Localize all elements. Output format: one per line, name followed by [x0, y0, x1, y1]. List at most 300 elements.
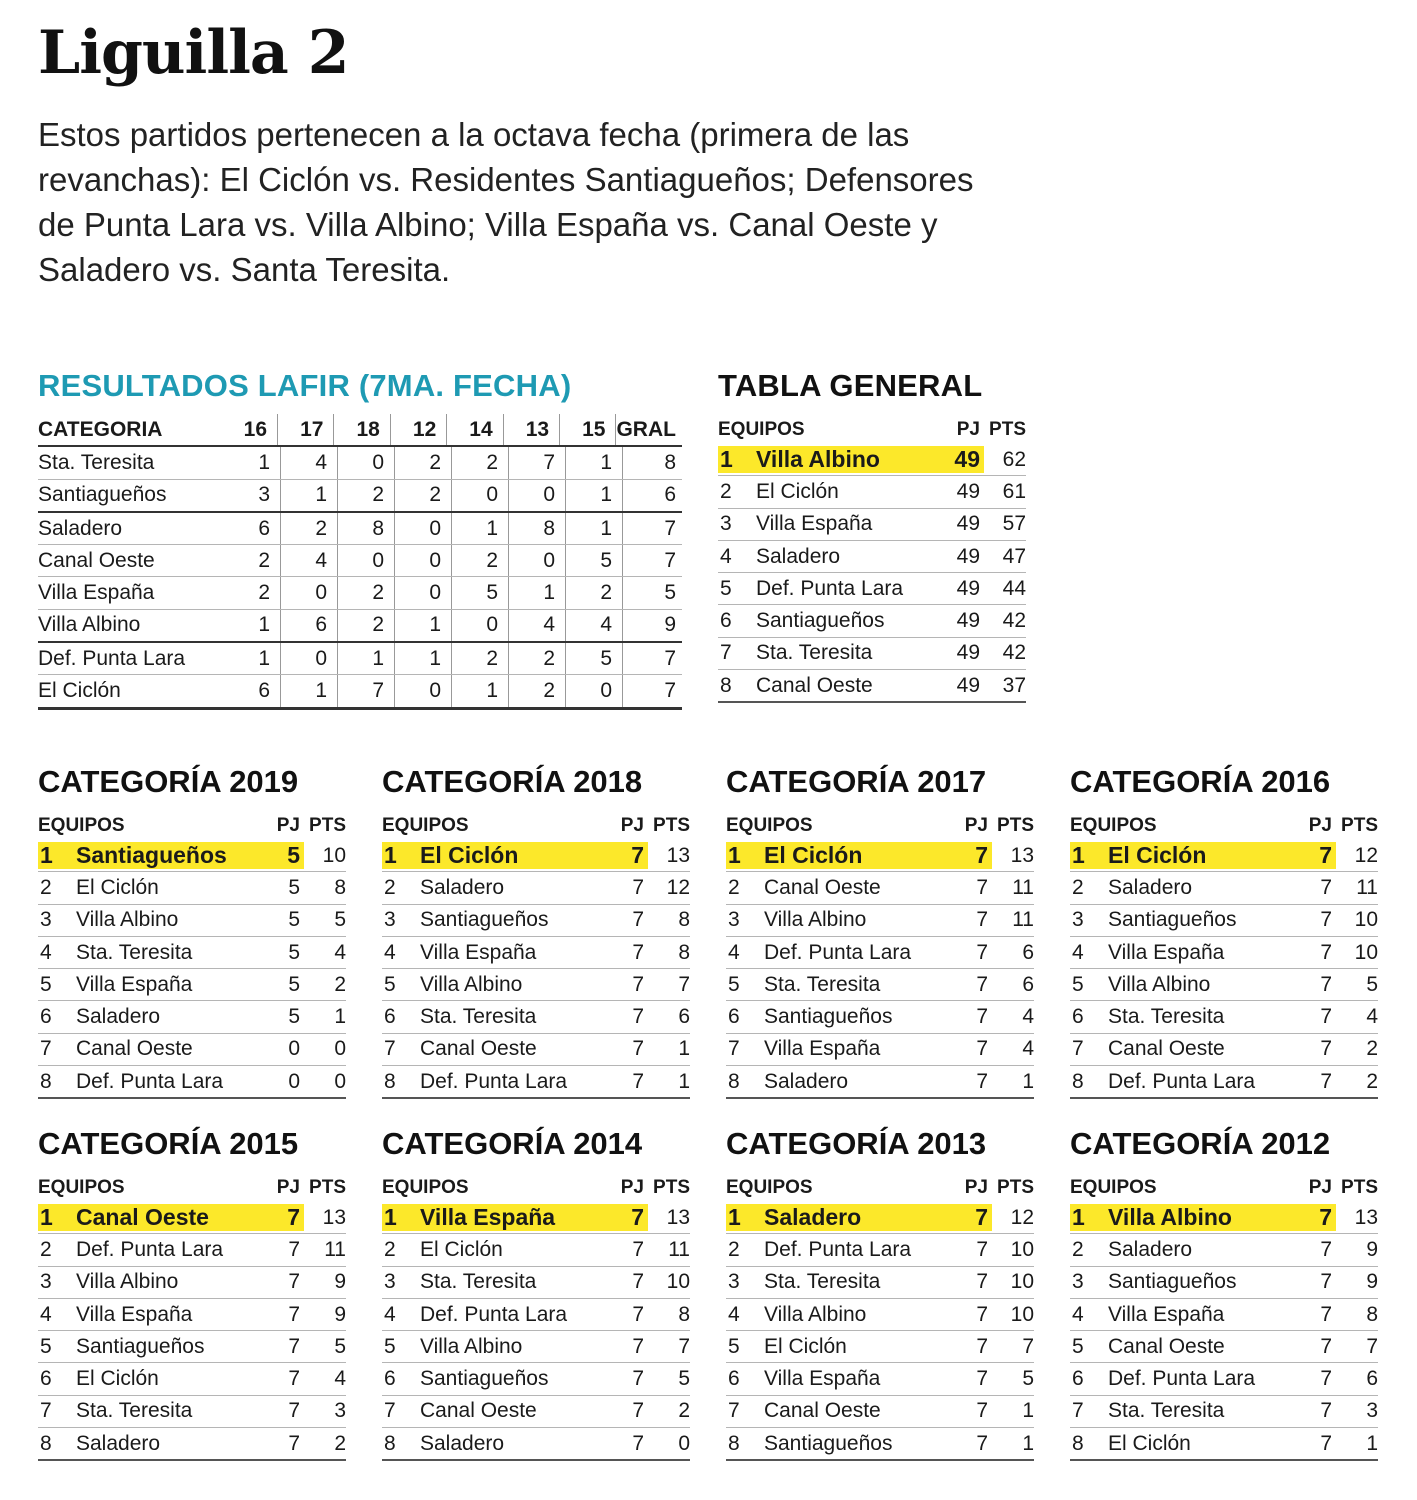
standings-position: 2	[720, 479, 732, 503]
standings-pts: 11	[668, 1237, 690, 1261]
standings-pj: 7	[1320, 1399, 1332, 1423]
standings-leader-row	[382, 1202, 690, 1234]
standings-position: 5	[1072, 1334, 1084, 1358]
standings-team-name: Santiagueños	[76, 842, 227, 869]
standings-row	[1070, 937, 1378, 969]
standings-position: 2	[1072, 1237, 1084, 1261]
standings-leader-row	[1070, 1202, 1378, 1234]
standings-team-name: Villa Albino	[1108, 972, 1211, 996]
standings-team-name: Villa Albino	[1108, 1204, 1232, 1231]
standings-row	[38, 1428, 346, 1461]
standings-header-row	[382, 812, 690, 840]
standings-team-name: Villa España	[420, 1204, 556, 1231]
standings-position: 6	[728, 1367, 740, 1391]
standings-position: 7	[728, 1037, 740, 1061]
standings-pts: 5	[678, 1367, 690, 1391]
standings-pts: 1	[1022, 1069, 1034, 1093]
standings-position: 7	[40, 1037, 52, 1061]
standings-row	[1070, 905, 1378, 937]
standings-header-pj: PJ	[620, 1177, 644, 1198]
results-score-cell: 0	[509, 480, 566, 511]
standings-position: 1	[728, 1204, 741, 1231]
results-gral-cell: 7	[664, 516, 676, 540]
results-score-cell: 3	[224, 480, 281, 511]
standings-position: 1	[384, 842, 397, 869]
standings-row	[1070, 1331, 1378, 1363]
standings-row	[38, 1066, 346, 1099]
standings-position: 1	[40, 1204, 53, 1231]
standings-team-name: Canal Oeste	[764, 1399, 881, 1423]
standings-team-name: Def. Punta Lara	[1108, 1367, 1256, 1391]
standings-row	[726, 1363, 1034, 1395]
standings-pj: 7	[1320, 1005, 1332, 1029]
standings-position: 2	[1072, 875, 1084, 899]
standings-pts: 10	[1010, 1237, 1034, 1261]
category-table-2017	[726, 812, 1034, 1099]
results-score-cell: 2	[452, 545, 509, 576]
standings-row	[382, 969, 690, 1001]
standings-pj: 7	[976, 1399, 988, 1423]
standings-team-name: Villa España	[420, 940, 537, 964]
standings-position: 4	[1072, 1302, 1084, 1326]
standings-row	[718, 476, 1026, 508]
standings-header-pts: PTS	[997, 815, 1034, 836]
standings-header-pts: PTS	[1341, 815, 1378, 836]
results-score-cell: 5	[452, 577, 509, 608]
standings-pts: 8	[1366, 1302, 1378, 1326]
standings-pts: 4	[334, 1367, 346, 1391]
standings-position: 6	[40, 1367, 52, 1391]
results-score-cell: 8	[338, 513, 395, 544]
standings-position: 3	[1072, 1270, 1084, 1294]
results-column-header: 17	[278, 414, 334, 445]
standings-pts: 12	[666, 875, 690, 899]
standings-pj: 7	[632, 1334, 644, 1358]
standings-row	[726, 1396, 1034, 1428]
standings-team-name: El Ciclón	[76, 875, 159, 899]
standings-team-name: Canal Oeste	[76, 1204, 209, 1231]
standings-pts: 7	[1022, 1334, 1034, 1358]
results-score-cell: 1	[281, 480, 338, 511]
standings-header-pts: PTS	[989, 419, 1026, 440]
standings-pj: 7	[1320, 908, 1332, 932]
standings-row	[1070, 1267, 1378, 1299]
standings-pj: 7	[1320, 1270, 1332, 1294]
standings-pj: 7	[632, 1367, 644, 1391]
standings-pts: 1	[678, 1069, 690, 1093]
standings-pj: 49	[956, 609, 980, 633]
standings-team-name: Villa Albino	[756, 446, 880, 473]
standings-pj: 49	[956, 479, 980, 503]
standings-row	[382, 1267, 690, 1299]
results-score-cell: 7	[509, 447, 566, 478]
standings-pts: 42	[1002, 641, 1026, 665]
results-score-cell: 1	[281, 675, 338, 706]
standings-header-pts: PTS	[653, 1177, 690, 1198]
standings-team-name: El Ciclón	[76, 1367, 159, 1391]
standings-header-row	[38, 812, 346, 840]
standings-header-team: EQUIPOS	[726, 1177, 813, 1198]
standings-pts: 37	[1002, 673, 1026, 697]
standings-position: 6	[720, 609, 732, 633]
standings-position: 2	[728, 875, 740, 899]
standings-position: 3	[384, 908, 396, 932]
standings-position: 4	[1072, 940, 1084, 964]
results-column-header: 16	[222, 414, 278, 445]
standings-pts: 1	[1022, 1431, 1034, 1455]
standings-pj: 7	[632, 1399, 644, 1423]
standings-pts: 8	[678, 908, 690, 932]
results-row	[38, 545, 682, 577]
standings-pj: 7	[632, 1037, 644, 1061]
leader-highlight	[1070, 842, 1336, 869]
standings-team-name: Santiagueños	[764, 1005, 893, 1029]
category-table-2016	[1070, 812, 1378, 1099]
standings-pts: 4	[334, 940, 346, 964]
standings-pts: 42	[1002, 609, 1026, 633]
standings-pj: 7	[287, 1204, 300, 1231]
standings-pj: 7	[976, 940, 988, 964]
standings-row	[718, 638, 1026, 670]
standings-position: 8	[384, 1431, 396, 1455]
standings-pts: 6	[678, 1005, 690, 1029]
standings-header-pts: PTS	[997, 1177, 1034, 1198]
standings-pj: 7	[632, 1431, 644, 1455]
standings-team-name: Villa España	[76, 972, 193, 996]
results-score-cell: 0	[395, 513, 452, 544]
standings-leader-row	[38, 840, 346, 872]
results-score-cell: 1	[338, 643, 395, 674]
standings-pts: 2	[678, 1399, 690, 1423]
results-team-name: Canal Oeste	[38, 548, 155, 572]
results-gral-cell: 9	[664, 613, 676, 637]
standings-pts: 4	[1022, 1037, 1034, 1061]
results-row	[38, 577, 682, 609]
standings-pj: 7	[1320, 1037, 1332, 1061]
standings-position: 3	[728, 1270, 740, 1294]
standings-pts: 9	[1366, 1237, 1378, 1261]
standings-team-name: Canal Oeste	[1108, 1334, 1225, 1358]
standings-pj: 7	[975, 842, 988, 869]
standings-leader-row	[1070, 840, 1378, 872]
results-row	[38, 447, 682, 479]
standings-position: 5	[384, 1334, 396, 1358]
standings-pts: 11	[324, 1237, 346, 1261]
category-title-2016: CATEGORÍA 2016	[1070, 764, 1331, 799]
results-row	[38, 513, 682, 545]
results-score-cell: 0	[338, 545, 395, 576]
standings-team-name: Villa Albino	[764, 1302, 867, 1326]
results-gral-cell: 8	[664, 450, 676, 474]
results-score-cell: 1	[224, 610, 281, 641]
standings-pj: 5	[288, 972, 300, 996]
standings-pts: 1	[1022, 1399, 1034, 1423]
standings-position: 8	[40, 1431, 52, 1455]
standings-pj: 7	[976, 1367, 988, 1391]
results-score-cell: 1	[566, 480, 623, 511]
results-score-cell: 7	[338, 675, 395, 706]
standings-position: 6	[40, 1005, 52, 1029]
results-score-cell: 0	[395, 545, 452, 576]
standings-team-name: Canal Oeste	[756, 673, 873, 697]
standings-team-name: Santiagueños	[1108, 908, 1237, 932]
category-title-2012: CATEGORÍA 2012	[1070, 1126, 1331, 1161]
standings-header-pts: PTS	[309, 815, 346, 836]
results-score-cell: 1	[566, 513, 623, 544]
category-table-2013	[726, 1174, 1034, 1461]
results-score-cell: 2	[338, 577, 395, 608]
standings-header-row	[38, 1174, 346, 1202]
standings-team-name: El Ciclón	[1108, 1431, 1191, 1455]
standings-position: 7	[720, 641, 732, 665]
results-team-name: Def. Punta Lara	[38, 646, 186, 670]
standings-team-name: Saladero	[756, 544, 841, 568]
standings-team-name: Sta. Teresita	[420, 1005, 537, 1029]
standings-header-row	[718, 416, 1026, 444]
standings-team-name: Saladero	[76, 1005, 161, 1029]
standings-row	[718, 605, 1026, 637]
results-score-cell: 0	[452, 610, 509, 641]
standings-team-name: Villa España	[76, 1302, 193, 1326]
standings-pj: 7	[976, 1069, 988, 1093]
general-table-title: TABLA GENERAL	[718, 368, 983, 403]
results-gral-cell: 6	[664, 483, 676, 507]
standings-pj: 0	[288, 1069, 300, 1093]
standings-team-name: El Ciclón	[764, 842, 863, 869]
standings-pj: 49	[956, 576, 980, 600]
standings-position: 8	[40, 1069, 52, 1093]
standings-pj: 7	[631, 1204, 644, 1231]
standings-row	[1070, 1428, 1378, 1461]
standings-position: 2	[40, 875, 52, 899]
standings-pts: 1	[1366, 1431, 1378, 1455]
standings-pj: 7	[1320, 1302, 1332, 1326]
standings-pts: 2	[334, 972, 346, 996]
standings-pj: 7	[976, 1270, 988, 1294]
results-score-cell: 1	[395, 643, 452, 674]
standings-row	[38, 1396, 346, 1428]
standings-row	[38, 872, 346, 904]
standings-team-name: Def. Punta Lara	[764, 1237, 912, 1261]
standings-pts: 2	[334, 1431, 346, 1455]
standings-position: 8	[1072, 1069, 1084, 1093]
results-score-cell: 4	[281, 545, 338, 576]
standings-position: 8	[728, 1431, 740, 1455]
standings-pts: 0	[334, 1069, 346, 1093]
standings-team-name: Saladero	[420, 1431, 505, 1455]
standings-position: 6	[1072, 1367, 1084, 1391]
standings-pts: 13	[666, 1205, 690, 1229]
results-score-cell: 1	[452, 675, 509, 706]
standings-team-name: Villa Albino	[76, 908, 179, 932]
results-score-cell: 0	[395, 577, 452, 608]
standings-pj: 7	[1320, 940, 1332, 964]
results-row	[38, 643, 682, 675]
standings-pts: 6	[1366, 1367, 1378, 1391]
standings-position: 1	[720, 446, 733, 473]
category-title-2017: CATEGORÍA 2017	[726, 764, 987, 799]
standings-team-name: Saladero	[76, 1431, 161, 1455]
standings-row	[726, 1299, 1034, 1331]
standings-position: 4	[728, 1302, 740, 1326]
general-standings-table	[718, 416, 1026, 703]
standings-header-team: EQUIPOS	[718, 419, 805, 440]
standings-position: 4	[384, 1302, 396, 1326]
standings-row	[726, 1066, 1034, 1099]
standings-pts: 9	[1366, 1270, 1378, 1294]
standings-team-name: Def. Punta Lara	[76, 1237, 224, 1261]
standings-position: 3	[720, 512, 732, 536]
standings-pj: 0	[288, 1037, 300, 1061]
standings-header-pts: PTS	[309, 1177, 346, 1198]
standings-position: 5	[384, 972, 396, 996]
standings-team-name: Santiagueños	[756, 609, 885, 633]
results-row	[38, 610, 682, 643]
results-team-name: Villa España	[38, 581, 155, 605]
results-column-header: 18	[334, 414, 390, 445]
standings-leader-row	[718, 444, 1026, 476]
results-score-cell: 2	[452, 643, 509, 674]
results-table	[38, 414, 682, 710]
standings-position: 5	[40, 972, 52, 996]
standings-team-name: Villa España	[764, 1367, 881, 1391]
standings-pts: 47	[1002, 544, 1026, 568]
results-score-cell: 1	[224, 447, 281, 478]
results-score-cell: 0	[509, 545, 566, 576]
standings-team-name: El Ciclón	[756, 479, 839, 503]
standings-pts: 10	[1354, 908, 1378, 932]
standings-pj: 7	[976, 972, 988, 996]
results-score-cell: 2	[338, 480, 395, 511]
standings-pj: 7	[632, 875, 644, 899]
standings-row	[38, 937, 346, 969]
results-score-cell: 4	[566, 610, 623, 641]
standings-position: 7	[1072, 1399, 1084, 1423]
standings-leader-row	[726, 1202, 1034, 1234]
standings-pts: 8	[678, 1302, 690, 1326]
leader-highlight	[38, 842, 304, 869]
standings-pj: 7	[1320, 972, 1332, 996]
standings-position: 5	[1072, 972, 1084, 996]
standings-row	[382, 1331, 690, 1363]
standings-pj: 7	[1320, 1367, 1332, 1391]
standings-row	[726, 1428, 1034, 1461]
standings-header-row	[726, 812, 1034, 840]
standings-row	[726, 937, 1034, 969]
standings-header-pj: PJ	[964, 815, 988, 836]
category-title-2019: CATEGORÍA 2019	[38, 764, 299, 799]
leader-highlight	[382, 842, 648, 869]
standings-team-name: El Ciclón	[420, 1237, 503, 1261]
standings-header-pj: PJ	[620, 815, 644, 836]
category-table-2015	[38, 1174, 346, 1461]
standings-position: 5	[40, 1334, 52, 1358]
standings-position: 1	[1072, 1204, 1085, 1231]
results-score-cell: 8	[509, 513, 566, 544]
standings-pts: 13	[666, 843, 690, 867]
results-column-header: 12	[391, 414, 447, 445]
standings-team-name: El Ciclón	[764, 1334, 847, 1358]
standings-position: 2	[40, 1237, 52, 1261]
standings-header-pj: PJ	[956, 419, 980, 440]
standings-row	[718, 541, 1026, 573]
standings-position: 1	[1072, 842, 1085, 869]
standings-pj: 7	[288, 1302, 300, 1326]
results-score-cell: 2	[509, 675, 566, 706]
standings-pts: 10	[322, 843, 346, 867]
standings-row	[382, 1001, 690, 1033]
standings-position: 1	[728, 842, 741, 869]
standings-row	[718, 573, 1026, 605]
standings-pts: 11	[1012, 908, 1034, 932]
standings-pj: 7	[975, 1204, 988, 1231]
standings-pts: 13	[1354, 1205, 1378, 1229]
standings-position: 3	[40, 1270, 52, 1294]
standings-team-name: El Ciclón	[420, 842, 519, 869]
standings-team-name: Villa España	[1108, 1302, 1225, 1326]
results-score-cell: 6	[224, 675, 281, 706]
intro-text: Estos partidos pertenecen a la octava fecha (primera de las revanchas): El Ciclón vs. Residentes Santiagueños; Defensores de Punta Lara vs. Villa Albino; Villa España vs. Canal Oeste y Saladero vs. Santa Teresita.	[38, 116, 974, 288]
results-score-cell: 1	[566, 447, 623, 478]
standings-pj: 7	[1319, 1204, 1332, 1231]
results-score-cell: 1	[509, 577, 566, 608]
standings-team-name: Canal Oeste	[420, 1037, 537, 1061]
standings-row	[1070, 1034, 1378, 1066]
standings-pj: 7	[632, 1069, 644, 1093]
standings-pj: 7	[976, 1431, 988, 1455]
standings-pts: 62	[1002, 447, 1026, 471]
standings-position: 5	[728, 972, 740, 996]
standings-pj: 7	[1320, 1069, 1332, 1093]
standings-position: 8	[728, 1069, 740, 1093]
standings-pts: 44	[1002, 576, 1026, 600]
leader-highlight	[718, 446, 984, 473]
results-column-header: 15	[560, 414, 616, 445]
standings-pj: 5	[287, 842, 300, 869]
standings-pj: 7	[632, 1237, 644, 1261]
standings-pj: 7	[1320, 1431, 1332, 1455]
standings-pts: 8	[678, 940, 690, 964]
standings-pts: 1	[334, 1005, 346, 1029]
standings-row	[1070, 872, 1378, 904]
standings-pts: 57	[1002, 512, 1026, 536]
results-score-cell: 0	[338, 447, 395, 478]
standings-row	[1070, 1001, 1378, 1033]
standings-pts: 4	[1022, 1005, 1034, 1029]
standings-team-name: Saladero	[764, 1069, 849, 1093]
standings-row	[382, 905, 690, 937]
standings-row	[38, 905, 346, 937]
results-team-name: El Ciclón	[38, 679, 121, 703]
results-score-cell: 4	[281, 447, 338, 478]
results-team-name: Santiagueños	[38, 483, 167, 507]
results-score-cell: 4	[509, 610, 566, 641]
results-score-cell: 6	[224, 513, 281, 544]
results-score-cell: 0	[395, 675, 452, 706]
page-title: Liguilla 2	[38, 18, 349, 88]
standings-header-team: EQUIPOS	[1070, 815, 1157, 836]
standings-team-name: Canal Oeste	[76, 1037, 193, 1061]
standings-row	[726, 1234, 1034, 1266]
standings-pj: 7	[632, 972, 644, 996]
standings-pj: 7	[1320, 1237, 1332, 1261]
standings-team-name: Def. Punta Lara	[76, 1069, 224, 1093]
standings-pts: 11	[1356, 875, 1378, 899]
standings-row	[38, 1299, 346, 1331]
standings-pj: 7	[288, 1367, 300, 1391]
standings-team-name: Sta. Teresita	[420, 1270, 537, 1294]
results-score-cell: 0	[566, 675, 623, 706]
